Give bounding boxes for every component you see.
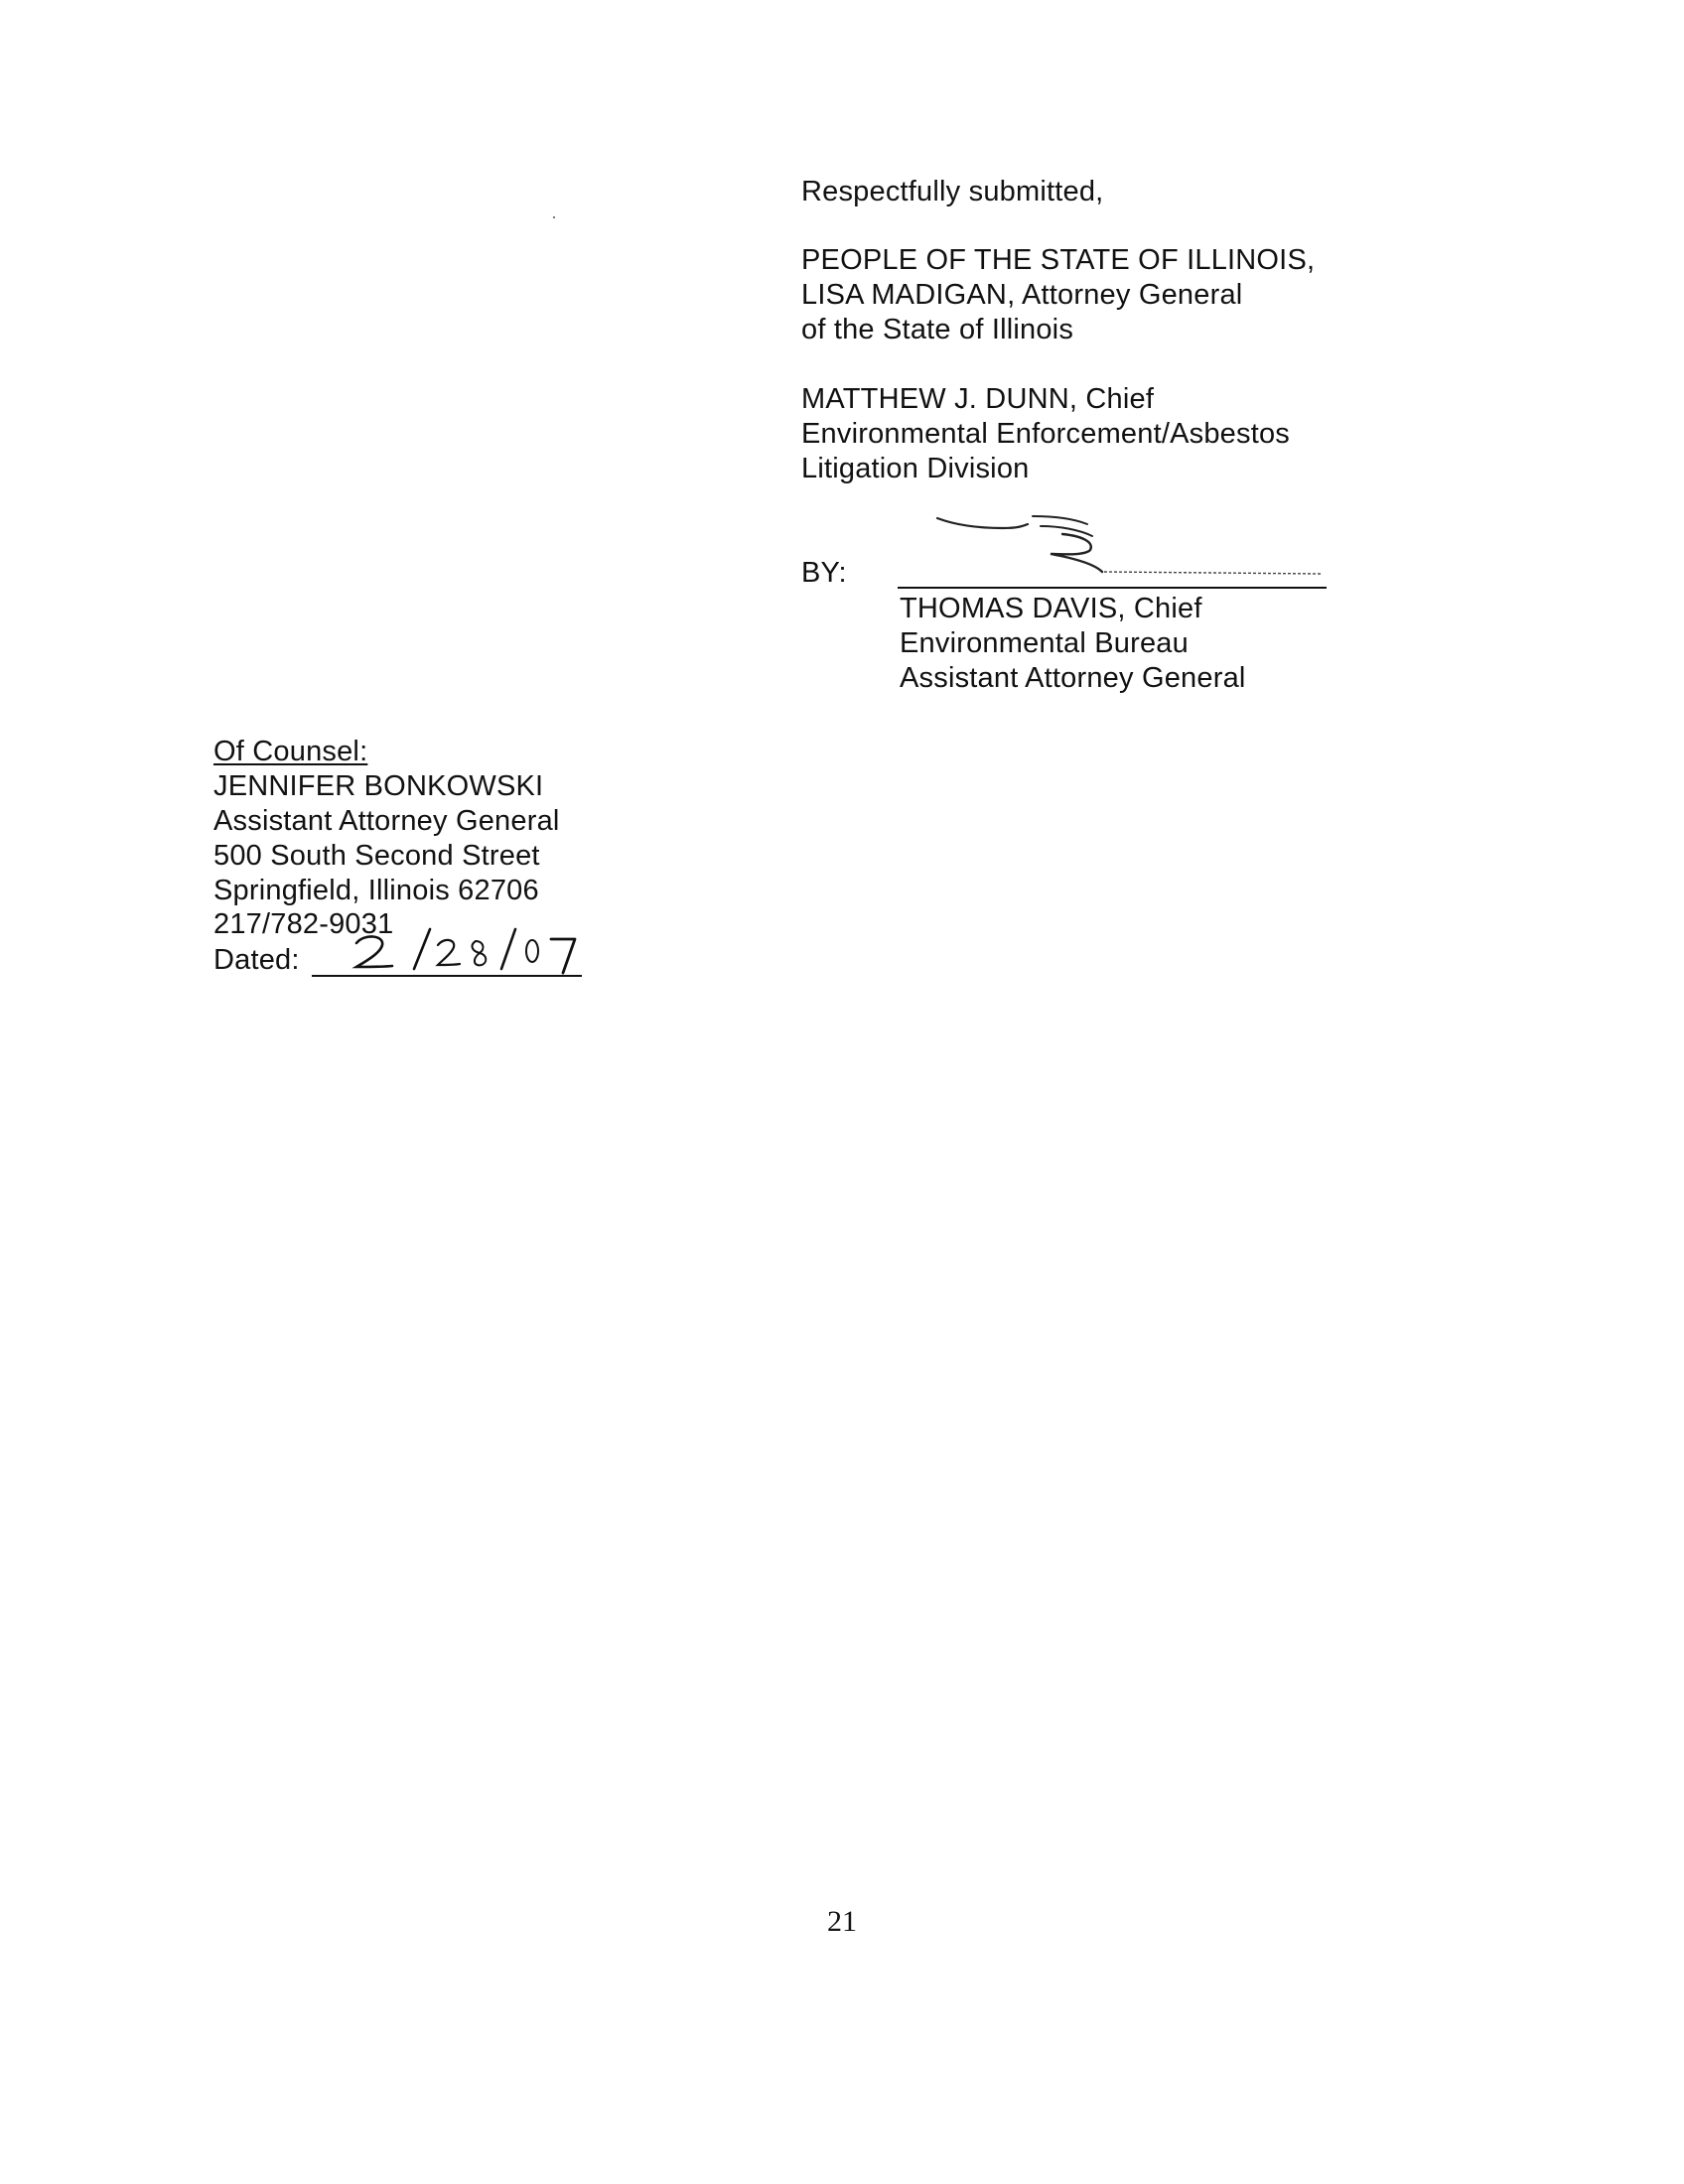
signer-name: THOMAS DAVIS, Chief <box>900 593 1202 624</box>
closing-text: Respectfully submitted, <box>801 176 1104 207</box>
signer-title: Assistant Attorney General <box>900 662 1246 694</box>
party-line-2: LISA MADIGAN, Attorney General <box>801 279 1243 311</box>
scan-speck <box>553 216 555 218</box>
by-label: BY: <box>801 557 847 589</box>
party-line-3: of the State of Illinois <box>801 314 1074 345</box>
signature-line <box>898 587 1327 589</box>
chief-line-3: Litigation Division <box>801 453 1030 484</box>
counsel-city: Springfield, Illinois 62706 <box>213 875 539 906</box>
page-number: 21 <box>827 1905 857 1938</box>
chief-line-2: Environmental Enforcement/Asbestos <box>801 418 1290 450</box>
dated-label: Dated: <box>213 944 300 976</box>
counsel-heading: Of Counsel: <box>213 736 368 767</box>
handwritten-date <box>343 917 591 979</box>
signature-image <box>923 506 1321 586</box>
signer-bureau: Environmental Bureau <box>900 627 1189 659</box>
counsel-title: Assistant Attorney General <box>213 805 560 837</box>
counsel-phone: 217/782-9031 <box>213 908 394 940</box>
chief-line-1: MATTHEW J. DUNN, Chief <box>801 383 1155 415</box>
party-line-1: PEOPLE OF THE STATE OF ILLINOIS, <box>801 244 1316 276</box>
counsel-street: 500 South Second Street <box>213 840 540 872</box>
counsel-name: JENNIFER BONKOWSKI <box>213 770 544 802</box>
